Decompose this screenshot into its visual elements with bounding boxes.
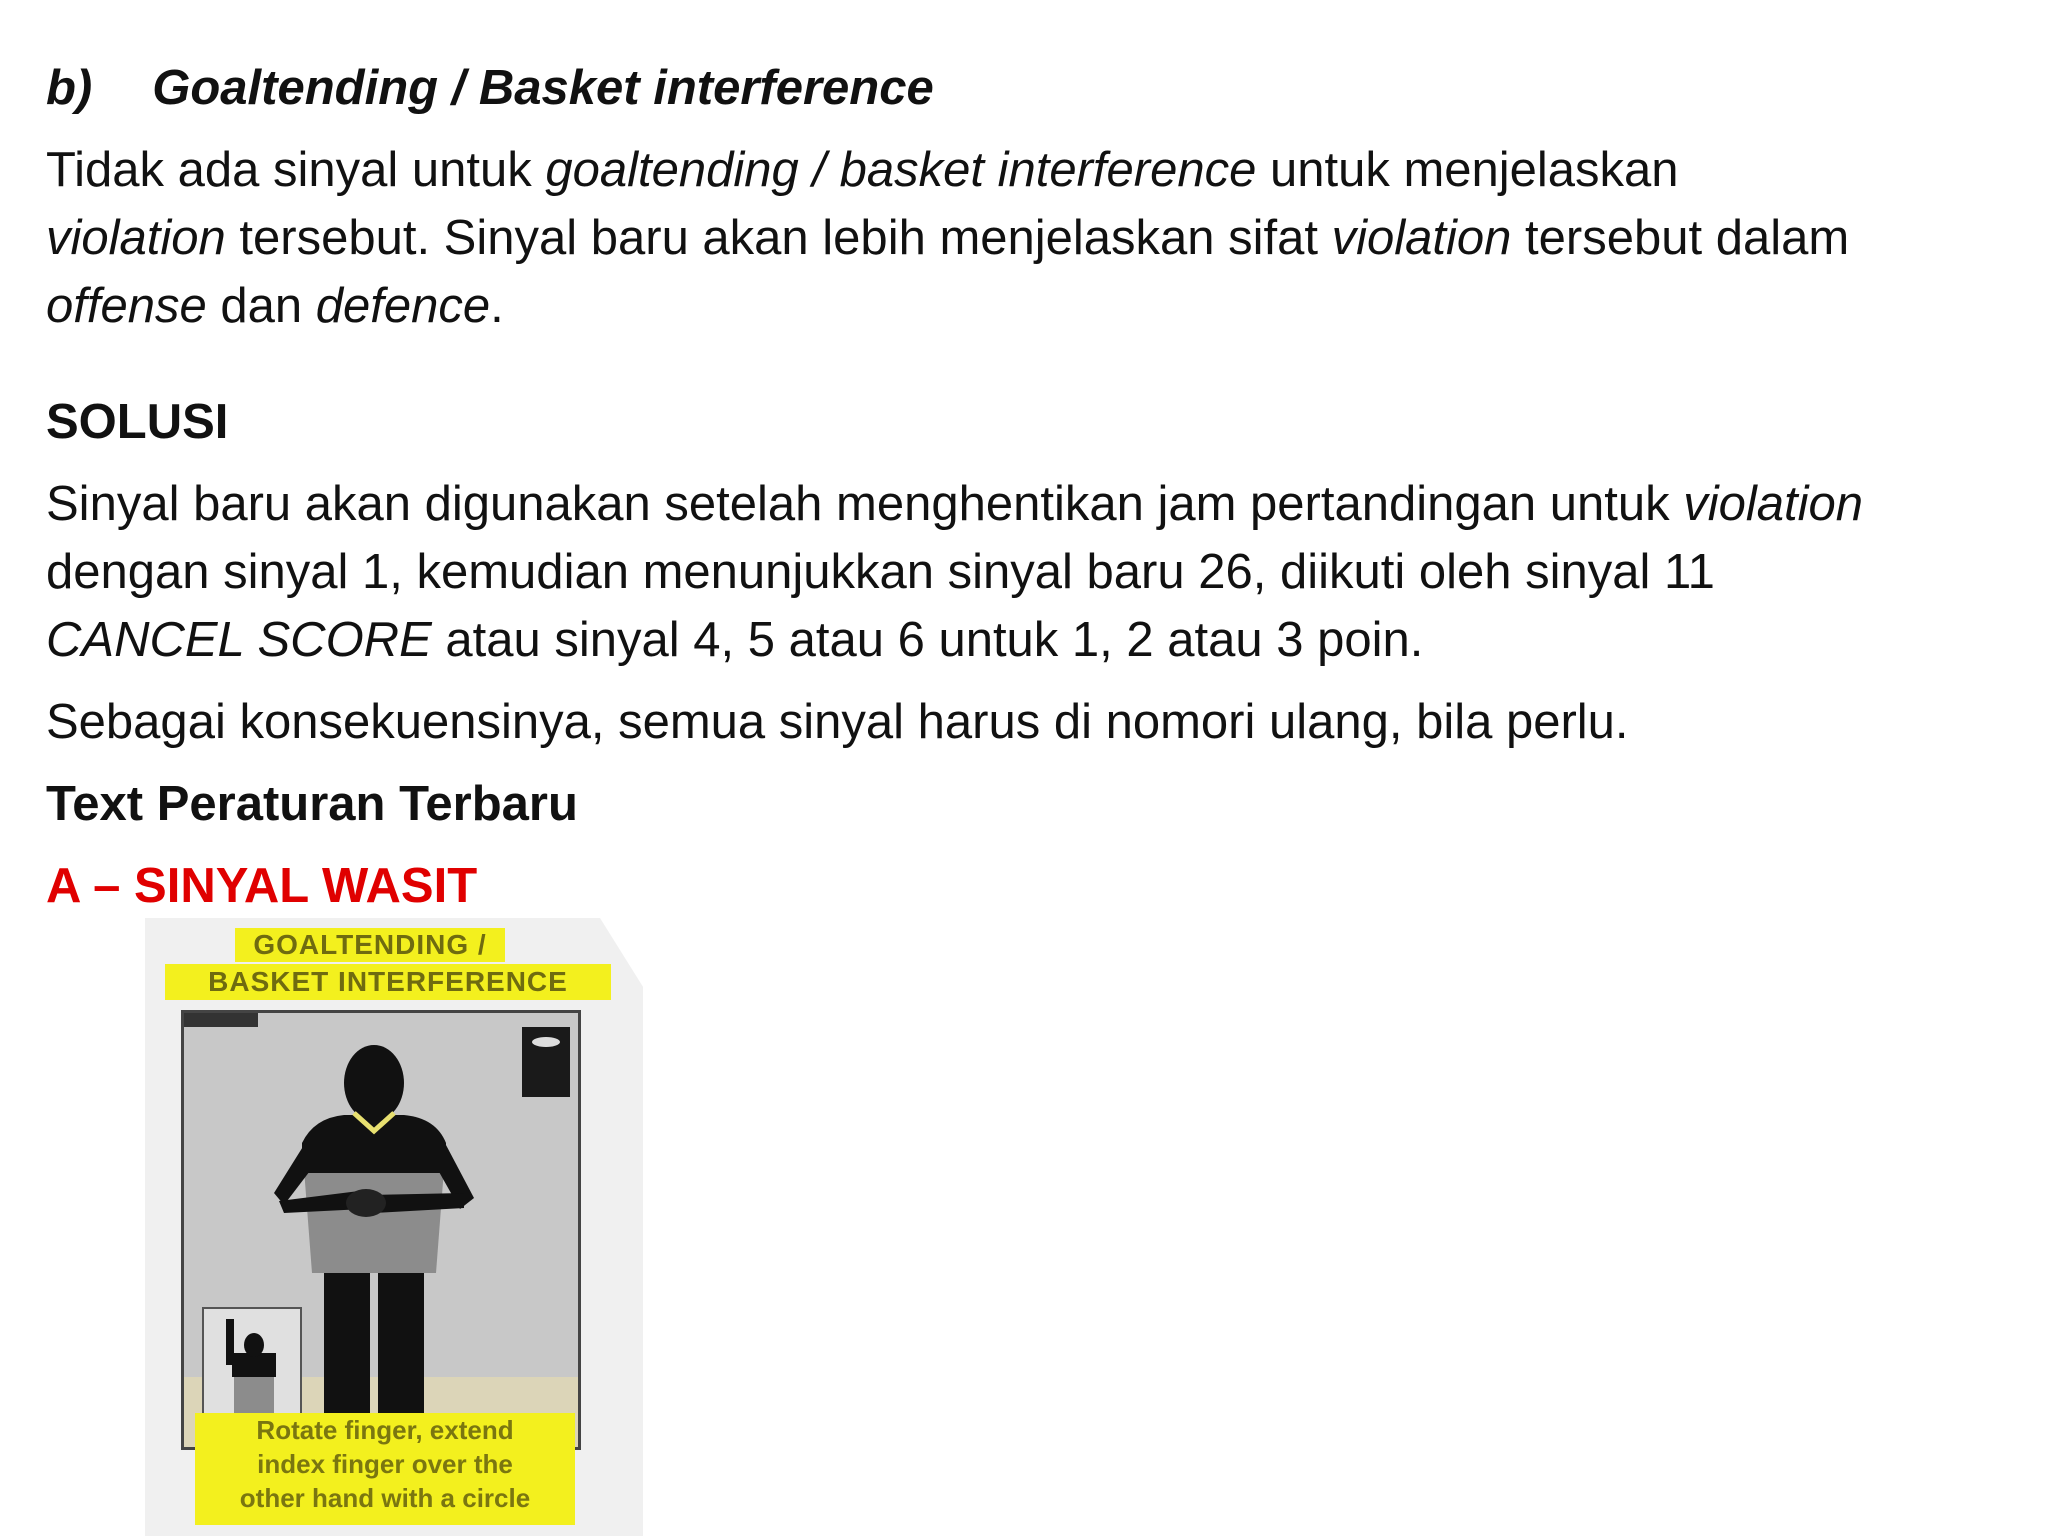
card-caption xyxy=(195,1413,575,1525)
text-run-italic: goaltending / basket interference xyxy=(545,143,1257,197)
text-run: atau sinyal 4, 5 atau 6 untuk 1, 2 atau 3 poin. xyxy=(431,613,1424,667)
card-background-shape xyxy=(575,918,643,1536)
paragraph3: Sebagai konsekuensinya, semua sinyal harus di nomori ulang, bila perlu. xyxy=(46,695,1629,749)
text-run-italic: offense xyxy=(46,279,207,333)
text-run: . xyxy=(490,279,504,333)
signal-photo-frame xyxy=(181,1010,581,1450)
text-run: tersebut dalam xyxy=(1511,211,1850,265)
caption-line3: other hand with a circle xyxy=(239,1483,531,1513)
solusi-heading: SOLUSI xyxy=(46,395,229,449)
text-run-italic: CANCEL SCORE xyxy=(46,613,432,667)
text-heading: Text Peraturan Terbaru xyxy=(46,777,578,831)
paragraph2-line3 xyxy=(46,608,1423,672)
text-run: Sinyal baru akan digunakan setelah menghentikan jam pertandingan untuk xyxy=(46,477,1684,531)
caption-line2: index finger over the xyxy=(257,1449,513,1479)
card-title-line2: BASKET INTERFERENCE xyxy=(165,964,611,1000)
text-run: tersebut. Sinyal baru akan lebih menjelaskan sifat xyxy=(225,211,1332,265)
text-run-italic: violation xyxy=(1683,477,1863,531)
heading-title: Goaltending / Basket interference xyxy=(152,61,934,115)
text-run: Tidak ada sinyal untuk xyxy=(46,143,546,197)
paragraph1-line3 xyxy=(46,274,504,338)
paragraph2-line1 xyxy=(46,472,1863,536)
heading xyxy=(46,56,934,120)
text-run-italic: violation xyxy=(46,211,226,265)
card-title-line1: GOALTENDING / xyxy=(235,928,505,962)
signal-card xyxy=(145,918,643,1536)
text-run: untuk menjelaskan xyxy=(1256,143,1679,197)
section-heading: A – SINYAL WASIT xyxy=(46,859,478,913)
text-run-italic: violation xyxy=(1331,211,1512,265)
text-run: dan xyxy=(206,279,316,333)
paragraph1-line1 xyxy=(46,138,1679,202)
paragraph2-line2: dengan sinyal 1, kemudian menunjukkan sinyal baru 26, diikuti oleh sinyal 11 xyxy=(46,545,1715,599)
caption-line1: Rotate finger, extend xyxy=(256,1415,514,1445)
heading-letter: b) xyxy=(46,61,93,115)
text-run-italic: defence xyxy=(315,279,491,333)
paragraph1-line2 xyxy=(46,206,1849,270)
